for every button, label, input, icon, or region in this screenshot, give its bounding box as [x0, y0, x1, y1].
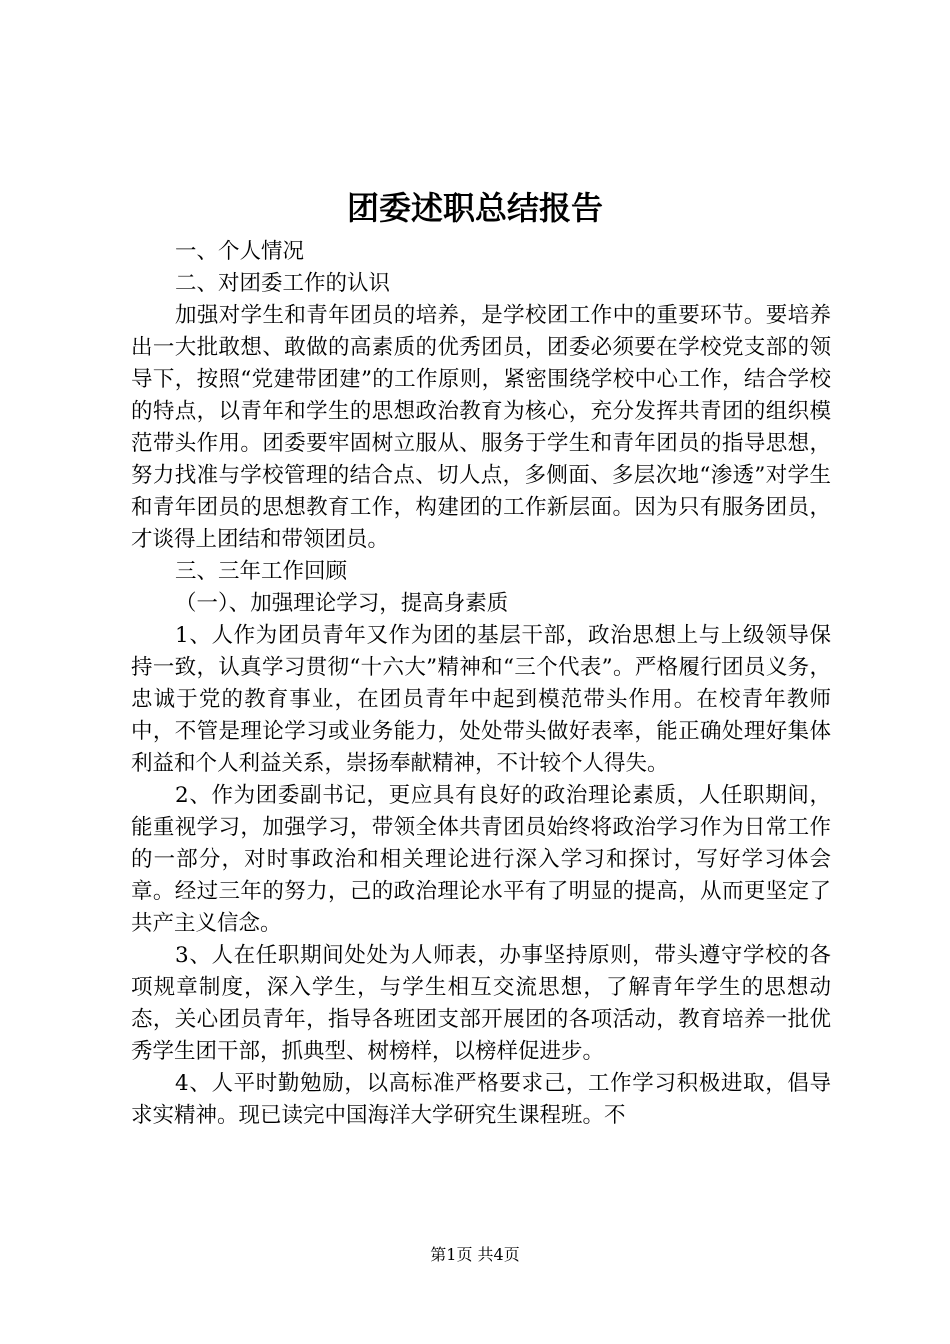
paragraph: 1、人作为团员青年又作为团的基层干部，政治思想上与上级领导保持一致，认真学习贯彻“十六大”精神和“三个代表”。严格履行团员义务，忠诚于党的教育事业，在团员青年中起到模范带头作用。在校青年教师中，不管是理论学习或业务能力，处处带头做好表率，能正确处理好集体利益和个人利益关系，崇扬奉献精神，不计较个人得失。 — [131, 623, 831, 776]
paragraph: 加强对学生和青年团员的培养，是学校团工作中的重要环节。要培养出一大批敢想、敢做的高素质的优秀团员，团委必须要在学校党支部的领导下，按照“党建带团建”的工作原则，紧密围绕学校中心工作，结合学校的特点，以青年和学生的思想政治教育为核心，充分发挥共青团的组织模范带头作用。团委要牢固树立服从、服务于学生和青年团员的指导思想，努力找准与学校管理的结合点、切人点，多侧面、多层次地“渗透”对学生和青年团员的思想教育工作，构建团的工作新层面。因为只有服务团员，才谈得上团结和带领团员。 — [131, 303, 831, 552]
section-heading-review: 三、三年工作回顾 — [175, 559, 348, 584]
section-heading-personal: 一、个人情况 — [175, 239, 305, 264]
document-body — [131, 236, 831, 1132]
page-number-footer: 第1页 共4页 — [430, 1245, 520, 1264]
paragraph: 2、作为团委副书记，更应具有良好的政治理论素质，人任职期间，能重视学习，加强学习，带领全体共青团员始终将政治学习作为日常工作的一部分，对时事政治和相关理论进行深入学习和探讨，写好学习体会章。经过三年的努力，己的政治理论水平有了明显的提高，从而更坚定了共产主义信念。 — [131, 783, 831, 936]
subsection-heading: （一）、加强理论学习，提高身素质 — [175, 591, 509, 616]
paragraph: 3、人在任职期间处处为人师表，办事坚持原则，带头遵守学校的各项规章制度，深入学生，与学生相互交流思想，了解青年学生的思想动态，关心团员青年，指导各班团支部开展团的各项活动，教育培养一批优秀学生团干部，抓典型、树榜样，以榜样促进步。 — [131, 943, 831, 1064]
section-heading-understanding: 二、对团委工作的认识 — [175, 271, 391, 296]
document-title: 团委述职总结报告 — [346, 189, 603, 227]
paragraph: 4、人平时勤勉励，以高标准严格要求己，工作学习积极进取，倡导求实精神。现已读完中国海洋大学研究生课程班。不 — [131, 1071, 831, 1128]
